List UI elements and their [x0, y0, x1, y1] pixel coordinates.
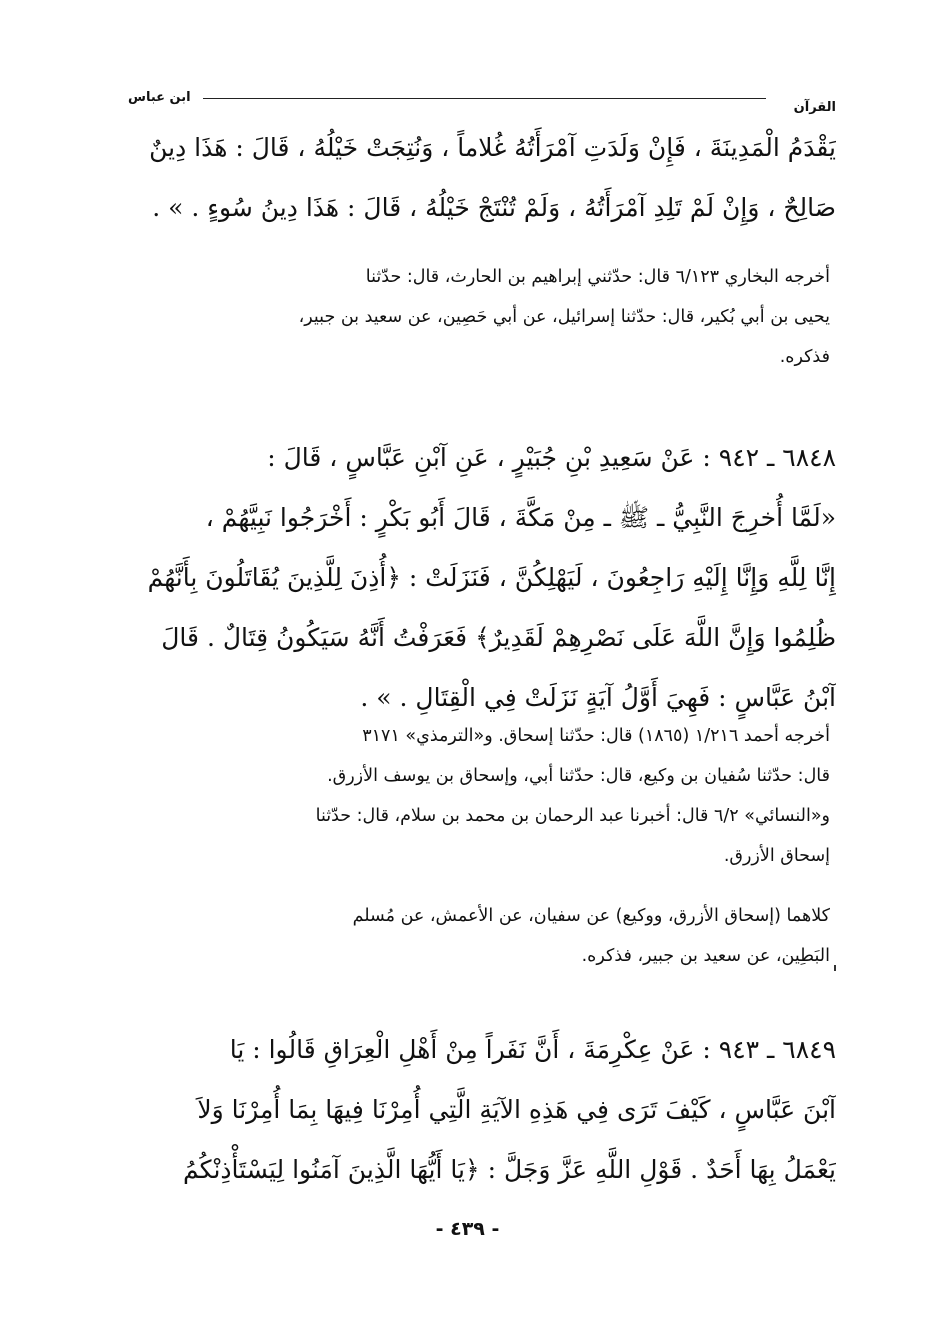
header-rule: [203, 98, 766, 99]
text-line: آبْنَ عَبَّاسٍ ، كَيْفَ تَرَى فِي هَذِهِ الآيَةِ الَّتِي أُمِرْنَا فِيهَا بِمَا أُمِرْنَا وَلاَ: [197, 1095, 836, 1124]
hadith-text-continuation: [128, 118, 836, 238]
takhrij-note: [118, 257, 830, 377]
note-line: و«النسائي» ٦/٢ قال: أخبرنا عبد الرحمان بن محمد بن سلام، قال: حدّثنا: [315, 806, 830, 826]
note-line: أخرجه أحمد ١/٢١٦ (١٨٦٥) قال: حدّثنا إسحاق. و«الترمذي» ٣١٧١: [362, 726, 830, 746]
text-line: صَالِحٌ ، وَإِنْ لَمْ تَلِدِ آمْرَأَتُهُ ، وَلَمْ تُنْتَجْ خَيْلُهُ ، قَالَ : هَذَا دِينُ سُوءٍ . » .: [152, 193, 836, 222]
text-line: يَقْدَمُ الْمَدِينَةَ ، فَإِنْ وَلَدَتِ آمْرَأَتُهُ غُلاماً ، وَنُتِجَتْ خَيْلُهُ ، قَالَ : هَذَا دِينٌ: [149, 133, 836, 162]
isnad-note: [118, 896, 830, 976]
text-line: ٦٨٤٨ ـ ٩٤٢ : عَنْ سَعِيدِ بْنِ جُبَيْرٍ ، عَنِ آبْنِ عَبَّاسٍ ، قَالَ :: [267, 443, 836, 472]
note-line: فذكره.: [779, 347, 830, 367]
note-line: إسحاق الأزرق.: [723, 846, 830, 866]
text-line: ظُلِمُوا وَإِنَّ اللَّهَ عَلَى نَصْرِهِمْ لَقَدِيرٌ﴾ فَعَرَفْتُ أَنَّهُ سَيَكُونُ قِتَالٌ . قَالَ: [161, 623, 836, 652]
text-line: إِنَّا لِلَّهِ وَإِنَّا إِلَيْهِ رَاجِعُونَ ، لَيَهْلِكُنَّ ، فَنَزَلَتْ : ﴿أُذِنَ لِلَّذِينَ يُقَاتَلُونَ بِأَنَّهُمْ: [147, 563, 836, 592]
note-line: كلاهما (إسحاق الأزرق، ووكيع) عن سفيان، عن الأعمش، عن مُسلم: [352, 906, 830, 926]
note-line: قال: حدّثنا سُفيان بن وكيع، قال: حدّثنا أبي، وإسحاق بن يوسف الأزرق.: [327, 766, 830, 786]
text-line: يَعْمَلُ بِهَا أَحَدٌ . قَوْلِ اللَّهِ عَزَّ وَجَلَّ : ﴿يَا أَيُّهَا الَّذِينَ آمَنُوا لِيَسْتَأْذِنْكُمُ: [183, 1155, 836, 1184]
text-line: «لَمَّا أُخرِجَ النَّبِيُّ ـ ﷺ ـ مِنْ مَكَّةَ ، قَالَ أَبُو بَكْرٍ : أَخْرَجُوا نَبِيَّهُمْ ،: [205, 503, 836, 532]
takhrij-note: [118, 716, 830, 876]
note-line: أخرجه البخاري ٦/١٢٣ قال: حدّثني إبراهيم بن الحارث، قال: حدّثنا: [365, 267, 830, 287]
hadith-6849: [128, 1020, 836, 1200]
hadith-6848: [128, 428, 836, 728]
text-line: ٦٨٤٩ ـ ٩٤٣ : عَنْ عِكْرِمَةَ ، أَنَّ نَفَراً مِنْ أَهْلِ الْعِرَاقِ قَالُوا : يَا: [229, 1035, 836, 1064]
header-book-title: القرآن: [793, 100, 836, 115]
note-line: يحيى بن أبي بُكير، قال: حدّثنا إسرائيل، عن أبي حَصِين، عن سعيد بن جبير،: [298, 307, 830, 327]
text-line: آبْنُ عَبَّاسٍ : فَهِيَ أَوَّلُ آيَةٍ نَزَلَتْ فِي الْقِتَالِ . » .: [360, 683, 836, 712]
page-number: - ٤٣٩ -: [435, 1218, 500, 1240]
running-header: [128, 86, 836, 120]
print-speck: [834, 965, 836, 971]
header-section-title: ابن عباس: [128, 90, 191, 105]
note-line: البَطِين، عن سعيد بن جبير، فذكره.: [581, 946, 830, 966]
